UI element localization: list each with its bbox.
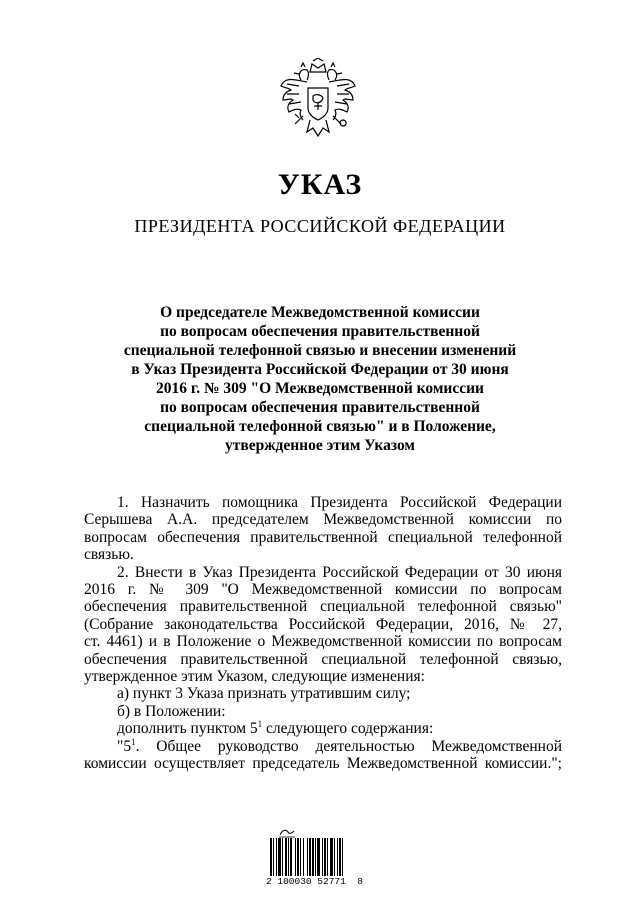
body-line bbox=[84, 511, 562, 528]
body-line-text: б) в Положении: bbox=[117, 702, 226, 720]
body-line-text: обеспечения правительственной специальной телефонной связью, bbox=[84, 650, 562, 668]
body-line bbox=[84, 651, 562, 668]
body-line-text: (Собрание законодательства Российской Федерации, 2016, № 27, bbox=[84, 615, 562, 633]
body-line-text: связью. bbox=[84, 546, 134, 564]
body-line bbox=[84, 755, 562, 772]
body-line-text: вопросам обеспечения правительственной специальной телефонной bbox=[84, 528, 562, 546]
body-line bbox=[84, 703, 562, 720]
body-line bbox=[84, 720, 562, 737]
body-line-text: дополнить пунктом 5 bbox=[117, 720, 258, 738]
body-line bbox=[84, 616, 562, 633]
decree-heading bbox=[90, 303, 550, 455]
body-line-text: утвержденное этим Указом, следующие изменения: bbox=[84, 668, 425, 686]
barcode-block bbox=[266, 826, 386, 888]
body-line bbox=[84, 598, 562, 615]
body-line bbox=[84, 633, 562, 650]
body-line-text: "5 bbox=[117, 737, 132, 755]
decree-body bbox=[84, 494, 562, 773]
heading-line: по вопросам обеспечения правительственной bbox=[160, 399, 480, 416]
barcode-icon bbox=[270, 838, 374, 876]
body-line bbox=[84, 581, 562, 598]
body-line-text: обеспечения правительственной специальной телефонной связью" bbox=[84, 598, 562, 616]
body-line-text: а) пункт 3 Указа признать утратившим силу; bbox=[117, 685, 411, 703]
heading-line: в Указ Президента Российской Федерации от 30 июня bbox=[131, 361, 509, 378]
body-line bbox=[84, 546, 562, 563]
superscript: 1 bbox=[257, 719, 263, 730]
heading-line: специальной телефонной связью" и в Положение, bbox=[144, 418, 496, 435]
stamp-mark-icon bbox=[278, 826, 296, 838]
heading-line: специальной телефонной связью и внесении изменений bbox=[123, 342, 517, 359]
body-line bbox=[84, 668, 562, 685]
body-line-text: ст. 4461) и в Положение о Межведомственной комиссии по вопросам bbox=[84, 633, 562, 651]
body-line-text: Серышева А.А. председателем Межведомственной комиссии по bbox=[84, 511, 562, 529]
body-line bbox=[84, 529, 562, 546]
heading-line: 2016 г. № 309 "О Межведомственной комиссии bbox=[156, 380, 484, 397]
body-line-text: комиссии осуществляет председатель Межведомственной комиссии."; bbox=[84, 755, 562, 773]
coat-of-arms-icon bbox=[277, 58, 359, 156]
heading-line: утвержденное этим Указом bbox=[225, 437, 415, 454]
body-line bbox=[84, 564, 562, 581]
barcode-number: 2 100030 52771 8 bbox=[266, 876, 363, 887]
document-title: УКАЗ bbox=[277, 168, 363, 201]
body-line-text-after: следующего содержания: bbox=[262, 720, 434, 738]
superscript: 1 bbox=[131, 736, 136, 747]
document-issuer: ПРЕЗИДЕНТА РОССИЙСКОЙ ФЕДЕРАЦИИ bbox=[134, 216, 506, 236]
heading-line: О председателе Межведомственной комиссии bbox=[160, 304, 480, 321]
body-line-text: 1. Назначить помощника Президента Российской Федерации bbox=[117, 494, 562, 511]
body-line bbox=[84, 738, 562, 755]
body-line bbox=[84, 685, 562, 702]
body-line-text: 2016 г. № 309 "О Межведомственной комиссии по вопросам bbox=[84, 581, 562, 599]
heading-line: по вопросам обеспечения правительственной bbox=[160, 323, 480, 340]
body-line bbox=[84, 494, 562, 511]
body-line-text: 2. Внести в Указ Президента Российской Федерации от 30 июня bbox=[117, 563, 562, 581]
body-line-text-after: . Общее руководство деятельностью Межведомственной bbox=[135, 737, 562, 755]
